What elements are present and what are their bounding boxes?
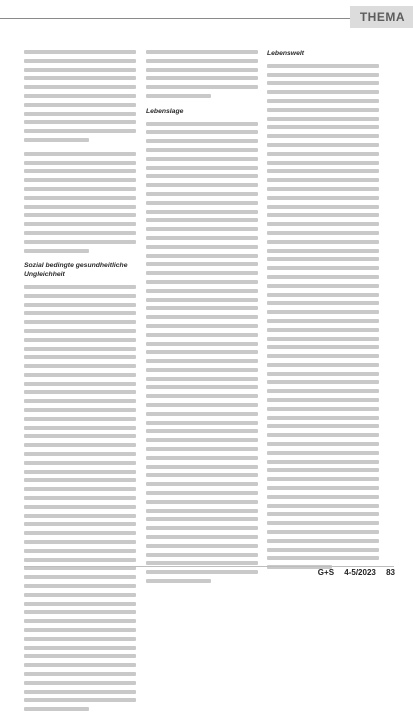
text-line xyxy=(146,491,258,495)
text-line xyxy=(146,526,258,530)
text-line xyxy=(24,196,136,200)
text-line xyxy=(146,254,258,258)
text-line xyxy=(146,94,211,98)
text-line xyxy=(146,473,258,477)
text-line xyxy=(24,540,136,544)
text-line xyxy=(146,544,258,548)
text-line xyxy=(146,394,258,398)
text-line xyxy=(24,364,136,368)
text-line xyxy=(267,389,379,393)
text-line xyxy=(267,548,379,552)
text-line xyxy=(146,122,258,126)
column-2 xyxy=(146,50,258,588)
text-line xyxy=(267,433,379,437)
section-label: THEMA xyxy=(350,6,413,28)
text-line xyxy=(24,487,136,491)
issue-number: 4-5/2023 xyxy=(344,568,376,577)
text-line xyxy=(24,231,136,235)
text-line xyxy=(146,412,258,416)
text-line xyxy=(24,514,136,518)
footer xyxy=(310,568,395,577)
text-line xyxy=(146,447,258,451)
text-line xyxy=(146,456,258,460)
text-line xyxy=(267,451,379,455)
text-line xyxy=(24,452,136,456)
text-line xyxy=(267,196,379,200)
text-line xyxy=(146,333,258,337)
text-line xyxy=(146,553,258,557)
text-line xyxy=(267,231,379,235)
text-line xyxy=(267,319,379,323)
column-1-block-2 xyxy=(24,152,136,253)
text-line xyxy=(146,385,258,389)
text-line xyxy=(24,169,136,173)
text-line xyxy=(267,161,379,165)
text-line xyxy=(267,275,379,279)
text-line xyxy=(267,407,379,411)
text-line xyxy=(146,403,258,407)
column-1 xyxy=(24,50,136,716)
text-line xyxy=(24,443,136,447)
text-line xyxy=(267,222,379,226)
text-line xyxy=(146,280,258,284)
text-line xyxy=(24,654,136,658)
text-line xyxy=(146,509,258,513)
text-line xyxy=(24,94,136,98)
text-line xyxy=(146,183,258,187)
text-line xyxy=(146,438,258,442)
text-line xyxy=(24,522,136,526)
text-line xyxy=(24,698,136,702)
text-line xyxy=(267,284,379,288)
text-line xyxy=(146,306,258,310)
text-line xyxy=(146,324,258,328)
column-3-block-1 xyxy=(267,64,379,569)
text-line xyxy=(146,535,258,539)
text-line xyxy=(146,227,258,231)
text-line xyxy=(24,138,89,142)
text-line xyxy=(24,303,136,307)
text-line xyxy=(267,337,379,341)
publication-logo: G+S xyxy=(317,568,335,577)
footer-rule xyxy=(24,566,394,567)
text-line xyxy=(267,301,379,305)
text-line xyxy=(146,350,258,354)
text-line xyxy=(146,500,258,504)
column-2-block-1 xyxy=(146,50,258,98)
text-line xyxy=(267,556,379,560)
text-line xyxy=(24,294,136,298)
text-line xyxy=(146,289,258,293)
text-line xyxy=(24,240,136,244)
text-line xyxy=(24,707,89,711)
text-line xyxy=(24,329,136,333)
column-1-block-1 xyxy=(24,50,136,142)
text-line xyxy=(267,328,379,332)
text-line xyxy=(146,192,258,196)
text-line xyxy=(267,134,379,138)
text-line xyxy=(24,470,136,474)
text-line xyxy=(146,579,211,583)
text-line xyxy=(24,178,136,182)
text-line xyxy=(267,310,379,314)
text-line xyxy=(267,380,379,384)
text-line xyxy=(24,426,136,430)
text-line xyxy=(267,293,379,297)
text-line xyxy=(267,539,379,543)
text-line xyxy=(24,355,136,359)
text-line xyxy=(24,637,136,641)
text-line xyxy=(146,359,258,363)
text-line xyxy=(24,152,136,156)
text-line xyxy=(267,81,379,85)
text-line xyxy=(267,345,379,349)
text-line xyxy=(24,112,136,116)
text-line xyxy=(146,174,258,178)
text-line xyxy=(24,120,136,124)
text-line xyxy=(146,59,258,63)
section-heading-2: Lebenslage xyxy=(146,107,184,115)
text-line xyxy=(146,377,258,381)
text-line xyxy=(24,205,136,209)
text-line xyxy=(24,602,136,606)
text-line xyxy=(267,108,379,112)
text-line xyxy=(24,399,136,403)
text-line xyxy=(146,561,258,565)
text-line xyxy=(267,266,379,270)
text-line xyxy=(267,424,379,428)
text-line xyxy=(24,222,136,226)
text-line xyxy=(267,90,379,94)
text-line xyxy=(24,249,89,253)
text-line xyxy=(267,512,379,516)
text-line xyxy=(267,460,379,464)
text-line xyxy=(267,152,379,156)
text-line xyxy=(146,368,258,372)
text-line xyxy=(24,76,136,80)
text-line xyxy=(24,50,136,54)
text-line xyxy=(24,285,136,289)
text-line xyxy=(267,73,379,77)
text-line xyxy=(267,178,379,182)
text-line xyxy=(267,442,379,446)
text-line xyxy=(24,417,136,421)
text-line xyxy=(24,646,136,650)
text-line xyxy=(24,496,136,500)
text-line xyxy=(24,129,136,133)
text-line xyxy=(146,517,258,521)
text-line xyxy=(146,236,258,240)
text-line xyxy=(24,390,136,394)
column-3 xyxy=(267,50,379,574)
text-line xyxy=(24,663,136,667)
text-line xyxy=(24,311,136,315)
text-line xyxy=(24,408,136,412)
text-line xyxy=(24,461,136,465)
text-line xyxy=(146,482,258,486)
text-line xyxy=(24,505,136,509)
text-line xyxy=(146,166,258,170)
text-line xyxy=(24,566,136,570)
text-line xyxy=(146,342,258,346)
text-line xyxy=(24,681,136,685)
text-line xyxy=(24,575,136,579)
text-line xyxy=(267,495,379,499)
text-line xyxy=(267,257,379,261)
text-line xyxy=(146,262,258,266)
text-line xyxy=(146,298,258,302)
text-line xyxy=(267,398,379,402)
text-line xyxy=(146,139,258,143)
text-line xyxy=(267,143,379,147)
text-line xyxy=(267,468,379,472)
text-line xyxy=(24,68,136,72)
text-line xyxy=(146,85,258,89)
text-line xyxy=(267,169,379,173)
text-line xyxy=(267,504,379,508)
text-line xyxy=(24,690,136,694)
column-2-block-2 xyxy=(146,122,258,583)
text-line xyxy=(24,59,136,63)
text-line xyxy=(146,76,258,80)
text-line xyxy=(24,478,136,482)
text-line xyxy=(24,187,136,191)
text-line xyxy=(24,549,136,553)
text-line xyxy=(267,372,379,376)
text-line xyxy=(267,486,379,490)
text-line xyxy=(267,187,379,191)
text-line xyxy=(146,421,258,425)
text-line xyxy=(24,619,136,623)
text-line xyxy=(24,373,136,377)
text-line xyxy=(24,434,136,438)
text-line xyxy=(24,85,136,89)
text-line xyxy=(146,50,258,54)
text-line xyxy=(146,201,258,205)
text-line xyxy=(146,210,258,214)
text-line xyxy=(24,558,136,562)
text-line xyxy=(146,148,258,152)
text-line xyxy=(24,593,136,597)
text-line xyxy=(267,213,379,217)
text-line xyxy=(267,125,379,129)
text-line xyxy=(267,99,379,103)
text-line xyxy=(24,531,136,535)
text-line xyxy=(146,157,258,161)
text-line xyxy=(267,249,379,253)
text-line xyxy=(24,161,136,165)
text-line xyxy=(146,429,258,433)
text-line xyxy=(24,628,136,632)
text-line xyxy=(24,347,136,351)
text-line xyxy=(146,245,258,249)
text-line xyxy=(24,382,136,386)
text-line xyxy=(146,315,258,319)
text-line xyxy=(146,130,258,134)
text-line xyxy=(146,218,258,222)
page-number: 83 xyxy=(386,568,395,577)
text-line xyxy=(24,672,136,676)
text-line xyxy=(24,213,136,217)
text-line xyxy=(267,416,379,420)
text-line xyxy=(24,320,136,324)
text-line xyxy=(146,271,258,275)
text-line xyxy=(267,363,379,367)
text-line xyxy=(267,530,379,534)
text-line xyxy=(267,240,379,244)
text-line xyxy=(146,68,258,72)
text-line xyxy=(267,354,379,358)
text-line xyxy=(24,610,136,614)
text-line xyxy=(267,521,379,525)
text-line xyxy=(24,103,136,107)
section-heading-3: Lebenswelt xyxy=(267,50,305,57)
text-line xyxy=(267,64,379,68)
text-line xyxy=(146,570,258,574)
column-1-block-3 xyxy=(24,285,136,711)
text-line xyxy=(267,117,379,121)
section-heading-1: Sozial bedingte gesundheitliche Ungleichheit xyxy=(24,262,128,279)
text-line xyxy=(267,477,379,481)
text-line xyxy=(146,465,258,469)
text-line xyxy=(267,205,379,209)
text-line xyxy=(24,338,136,342)
